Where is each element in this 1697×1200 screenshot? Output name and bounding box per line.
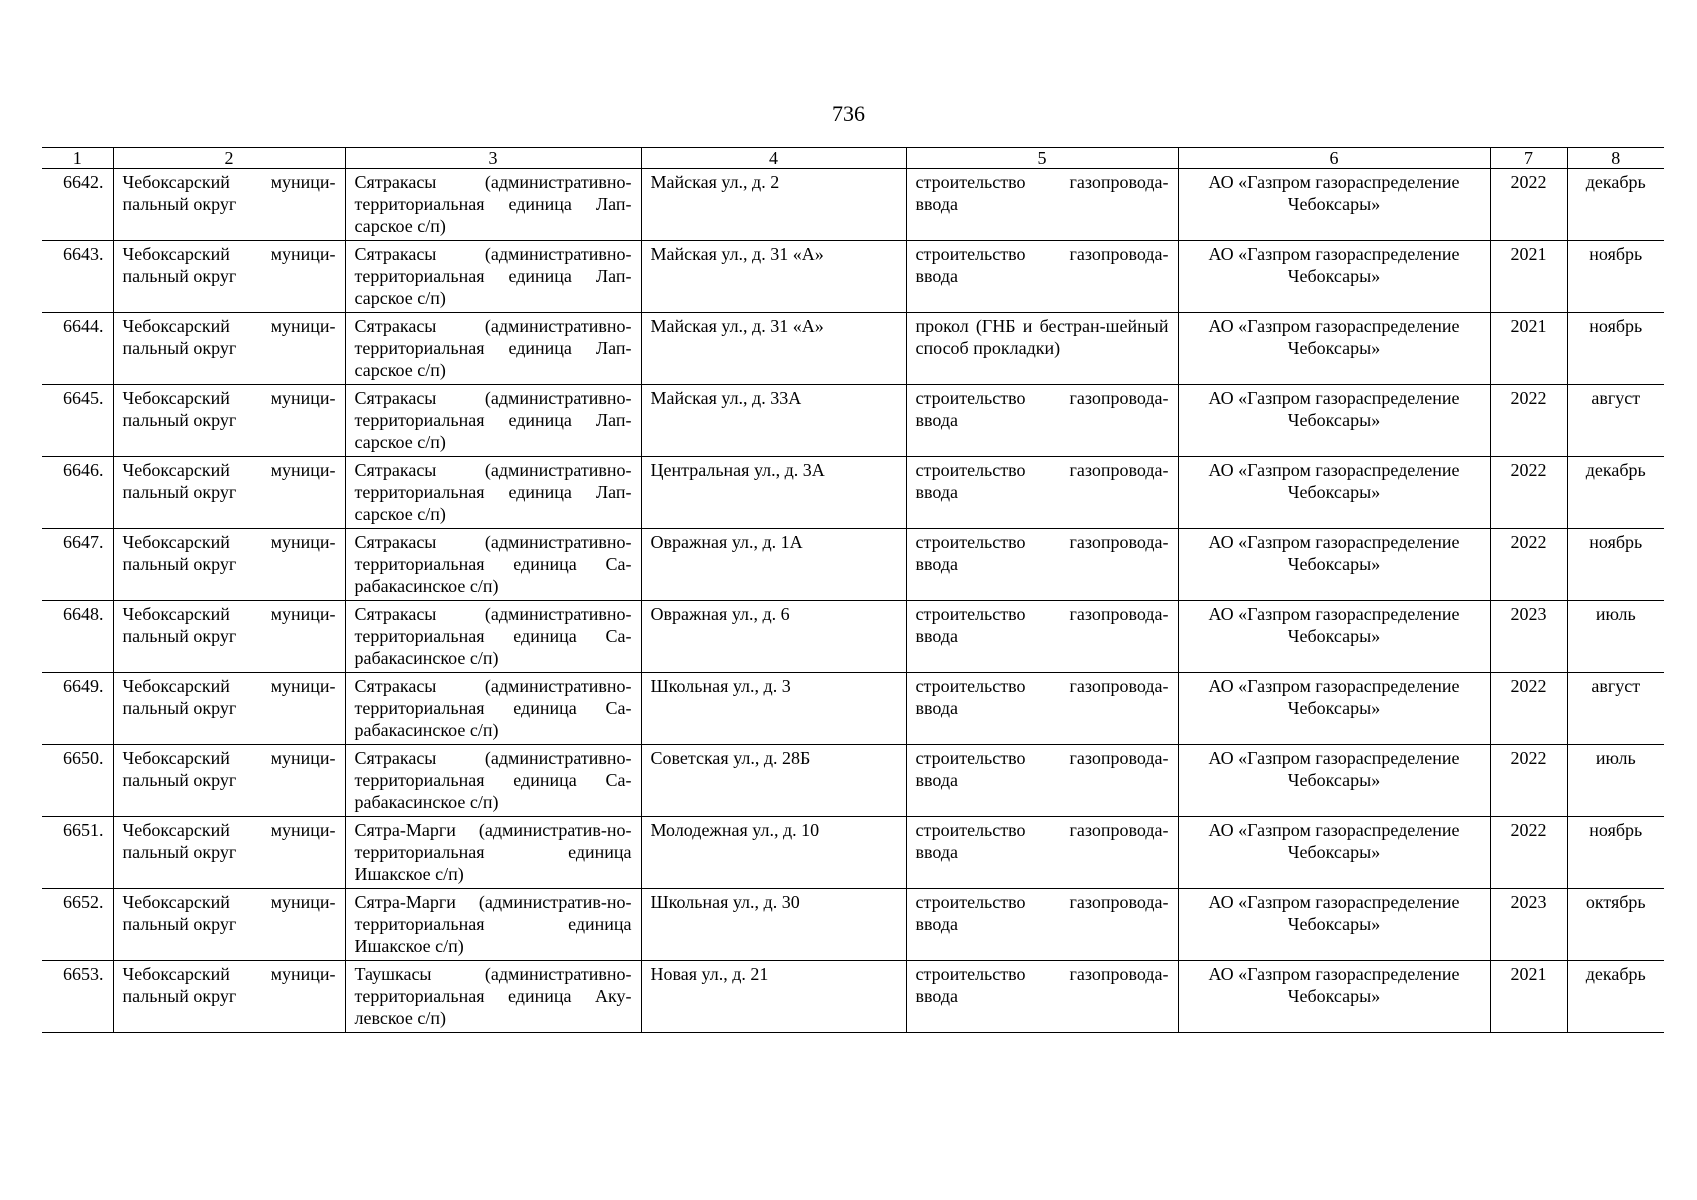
year-cell: 2022 — [1490, 169, 1567, 241]
address-cell: Советская ул., д. 28Б — [641, 745, 906, 817]
settlement-cell: Сятракасы (административно-территориальная единица Са-рабакасинское с/п) — [345, 673, 641, 745]
district-cell: Чебоксарский муници-пальный округ — [113, 457, 345, 529]
year-cell: 2021 — [1490, 961, 1567, 1033]
settlement-cell: Сятракасы (административно-территориальная единица Са-рабакасинское с/п) — [345, 745, 641, 817]
year-cell: 2023 — [1490, 889, 1567, 961]
organization-cell: АО «Газпром газораспределение Чебоксары» — [1178, 385, 1490, 457]
table-row — [42, 889, 1664, 961]
row-number: 6643. — [42, 241, 113, 313]
table-row — [42, 673, 1664, 745]
organization-cell: АО «Газпром газораспределение Чебоксары» — [1178, 673, 1490, 745]
settlement-cell: Сятракасы (административно-территориальная единица Са-рабакасинское с/п) — [345, 601, 641, 673]
row-number: 6651. — [42, 817, 113, 889]
month-cell: август — [1567, 673, 1664, 745]
table-row — [42, 385, 1664, 457]
work-type-cell: строительство газопровода-ввода — [906, 961, 1178, 1033]
district-cell: Чебоксарский муници-пальный округ — [113, 529, 345, 601]
address-cell: Новая ул., д. 21 — [641, 961, 906, 1033]
table-row — [42, 529, 1664, 601]
header-col-1: 1 — [42, 148, 113, 169]
table-row — [42, 169, 1664, 241]
header-col-4: 4 — [641, 148, 906, 169]
table-row — [42, 241, 1664, 313]
table-row — [42, 601, 1664, 673]
month-cell: ноябрь — [1567, 529, 1664, 601]
row-number: 6652. — [42, 889, 113, 961]
settlement-cell: Сятра-Марги (административ-но-территориальная единица Ишакское с/п) — [345, 817, 641, 889]
month-cell: ноябрь — [1567, 313, 1664, 385]
address-cell: Майская ул., д. 31 «А» — [641, 241, 906, 313]
month-cell: август — [1567, 385, 1664, 457]
month-cell: октябрь — [1567, 889, 1664, 961]
district-cell: Чебоксарский муници-пальный округ — [113, 241, 345, 313]
organization-cell: АО «Газпром газораспределение Чебоксары» — [1178, 961, 1490, 1033]
organization-cell: АО «Газпром газораспределение Чебоксары» — [1178, 745, 1490, 817]
organization-cell: АО «Газпром газораспределение Чебоксары» — [1178, 889, 1490, 961]
header-col-5: 5 — [906, 148, 1178, 169]
organization-cell: АО «Газпром газораспределение Чебоксары» — [1178, 817, 1490, 889]
work-type-cell: строительство газопровода-ввода — [906, 817, 1178, 889]
district-cell: Чебоксарский муници-пальный округ — [113, 745, 345, 817]
table-row — [42, 745, 1664, 817]
month-cell: декабрь — [1567, 169, 1664, 241]
address-cell: Овражная ул., д. 6 — [641, 601, 906, 673]
address-cell: Майская ул., д. 33А — [641, 385, 906, 457]
header-row — [42, 148, 1664, 169]
address-cell: Школьная ул., д. 3 — [641, 673, 906, 745]
row-number: 6644. — [42, 313, 113, 385]
work-type-cell: строительство газопровода-ввода — [906, 241, 1178, 313]
page-number: 736 — [832, 101, 865, 126]
settlement-cell: Таушкасы (административно-территориальная единица Аку-левское с/п) — [345, 961, 641, 1033]
work-type-cell: строительство газопровода-ввода — [906, 673, 1178, 745]
address-cell: Школьная ул., д. 30 — [641, 889, 906, 961]
header-col-2: 2 — [113, 148, 345, 169]
work-type-cell: строительство газопровода-ввода — [906, 385, 1178, 457]
work-type-cell: строительство газопровода-ввода — [906, 745, 1178, 817]
gasification-table — [42, 147, 1664, 1033]
work-type-cell: строительство газопровода-ввода — [906, 529, 1178, 601]
organization-cell: АО «Газпром газораспределение Чебоксары» — [1178, 241, 1490, 313]
table-header — [42, 148, 1664, 169]
year-cell: 2022 — [1490, 385, 1567, 457]
year-cell: 2021 — [1490, 241, 1567, 313]
table-row — [42, 817, 1664, 889]
header-col-7: 7 — [1490, 148, 1567, 169]
header-col-6: 6 — [1178, 148, 1490, 169]
work-type-cell: строительство газопровода-ввода — [906, 601, 1178, 673]
table-row — [42, 313, 1664, 385]
settlement-cell: Сятракасы (административно-территориальная единица Лап-сарское с/п) — [345, 241, 641, 313]
settlement-cell: Сятракасы (административно-территориальная единица Лап-сарское с/п) — [345, 313, 641, 385]
row-number: 6648. — [42, 601, 113, 673]
row-number: 6653. — [42, 961, 113, 1033]
organization-cell: АО «Газпром газораспределение Чебоксары» — [1178, 169, 1490, 241]
settlement-cell: Сятра-Марги (административ-но-территориальная единица Ишакское с/п) — [345, 889, 641, 961]
row-number: 6647. — [42, 529, 113, 601]
address-cell: Овражная ул., д. 1А — [641, 529, 906, 601]
table-body — [42, 169, 1664, 1033]
district-cell: Чебоксарский муници-пальный округ — [113, 817, 345, 889]
year-cell: 2022 — [1490, 529, 1567, 601]
row-number: 6645. — [42, 385, 113, 457]
row-number: 6649. — [42, 673, 113, 745]
organization-cell: АО «Газпром газораспределение Чебоксары» — [1178, 313, 1490, 385]
month-cell: ноябрь — [1567, 817, 1664, 889]
month-cell: июль — [1567, 601, 1664, 673]
table-row — [42, 961, 1664, 1033]
district-cell: Чебоксарский муници-пальный округ — [113, 961, 345, 1033]
address-cell: Майская ул., д. 2 — [641, 169, 906, 241]
settlement-cell: Сятракасы (административно-территориальная единица Лап-сарское с/п) — [345, 385, 641, 457]
year-cell: 2022 — [1490, 745, 1567, 817]
district-cell: Чебоксарский муници-пальный округ — [113, 601, 345, 673]
month-cell: декабрь — [1567, 961, 1664, 1033]
header-col-8: 8 — [1567, 148, 1664, 169]
address-cell: Майская ул., д. 31 «А» — [641, 313, 906, 385]
organization-cell: АО «Газпром газораспределение Чебоксары» — [1178, 457, 1490, 529]
row-number: 6646. — [42, 457, 113, 529]
year-cell: 2023 — [1490, 601, 1567, 673]
organization-cell: АО «Газпром газораспределение Чебоксары» — [1178, 529, 1490, 601]
district-cell: Чебоксарский муници-пальный округ — [113, 385, 345, 457]
month-cell: ноябрь — [1567, 241, 1664, 313]
settlement-cell: Сятракасы (административно-территориальная единица Лап-сарское с/п) — [345, 457, 641, 529]
organization-cell: АО «Газпром газораспределение Чебоксары» — [1178, 601, 1490, 673]
settlement-cell: Сятракасы (административно-территориальная единица Са-рабакасинское с/п) — [345, 529, 641, 601]
row-number: 6642. — [42, 169, 113, 241]
work-type-cell: строительство газопровода-ввода — [906, 889, 1178, 961]
district-cell: Чебоксарский муници-пальный округ — [113, 313, 345, 385]
district-cell: Чебоксарский муници-пальный округ — [113, 169, 345, 241]
month-cell: декабрь — [1567, 457, 1664, 529]
header-col-3: 3 — [345, 148, 641, 169]
year-cell: 2022 — [1490, 457, 1567, 529]
year-cell: 2022 — [1490, 673, 1567, 745]
table-row — [42, 457, 1664, 529]
month-cell: июль — [1567, 745, 1664, 817]
year-cell: 2022 — [1490, 817, 1567, 889]
year-cell: 2021 — [1490, 313, 1567, 385]
district-cell: Чебоксарский муници-пальный округ — [113, 889, 345, 961]
work-type-cell: прокол (ГНБ и бестран-шейный способ прокладки) — [906, 313, 1178, 385]
address-cell: Центральная ул., д. 3А — [641, 457, 906, 529]
row-number: 6650. — [42, 745, 113, 817]
settlement-cell: Сятракасы (административно-территориальная единица Лап-сарское с/п) — [345, 169, 641, 241]
address-cell: Молодежная ул., д. 10 — [641, 817, 906, 889]
work-type-cell: строительство газопровода-ввода — [906, 169, 1178, 241]
district-cell: Чебоксарский муници-пальный округ — [113, 673, 345, 745]
work-type-cell: строительство газопровода-ввода — [906, 457, 1178, 529]
